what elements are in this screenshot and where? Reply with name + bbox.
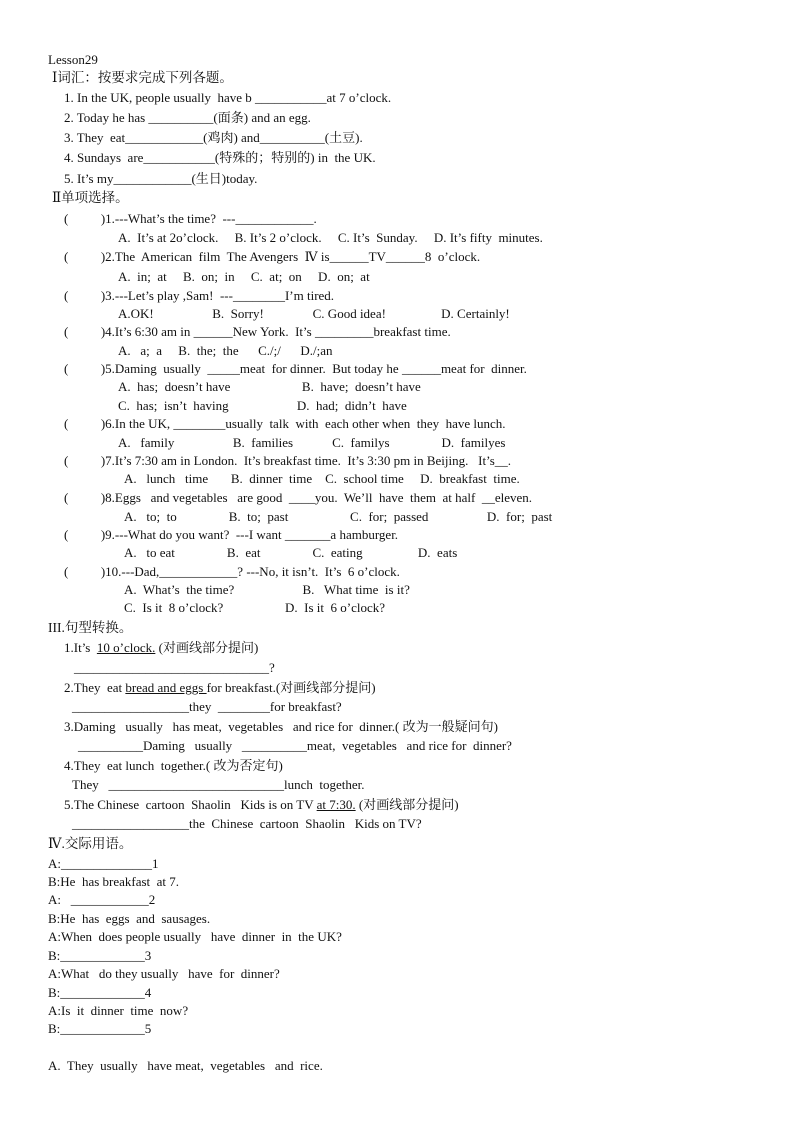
transform-q4-answer-line: They ___________________________lunch together. [72,777,365,792]
transform-q5-answer-line: __________________the Chinese cartoon Shaolin Kids on TV? [72,816,422,831]
transform-q2-lead: 2.They eat [64,680,126,695]
mc-q5: ( )5.Daming usually _____meat for dinner. But today he ______meat for dinner. [64,361,527,376]
vocab-q2: 2. Today he has __________(面条) and an egg. [64,110,311,125]
transform-q1-underlined: 10 o’clock. [96,640,156,655]
mc-q3: ( )3.---Let’s play ,Sam! ---________I’m tired. [64,288,335,303]
transform-q1-answer-line: ______________________________? [74,660,275,675]
transform-q2-answer-line: __________________they ________for breakfast? [72,699,342,714]
mc-q1: ( )1.---What’s the time? ---____________. [64,211,317,226]
transform-q5 [64,797,459,813]
section-3-heading: III.句型转换。 [48,620,133,635]
transform-q3: 3.Daming usually has meat, vegetables and rice for dinner.( 改为一般疑问句) [64,719,498,734]
mc-q4: ( )4.It’s 6:30 am in ______New York. It’s _________breakfast time. [64,324,451,339]
dialogue-line-9: A:Is it dinner time now? [48,1003,189,1018]
mc-q7: ( )7.It’s 7:30 am in London. It’s breakfast time. It’s 3:30 pm in Beijing. It’s__. [64,453,512,468]
mc-q10-options-cd: C. Is it 8 o’clock? D. Is it 6 o’clock? [124,600,386,615]
vocab-q4: 4. Sundays are___________(特殊的；特别的) in the UK. [64,150,376,165]
transform-q2-underlined: bread and eggs [125,680,207,695]
dialogue-line-10: B:_____________5 [48,1021,152,1036]
mc-q5-options-cd: C. has; isn’t having D. had; didn’t have [118,398,407,413]
vocab-q5: 5. It’s my____________(生日)today. [64,171,258,186]
mc-q8: ( )8.Eggs and vegetables are good ____you. We’ll have them at half __eleven. [64,490,533,505]
dialogue-line-8: B:_____________4 [48,985,152,1000]
section-2-heading: Ⅱ单项选择。 [52,190,129,205]
mc-q2-options: A. in; at B. on; in C. at; on D. on; at [118,269,370,284]
transform-q1 [64,640,258,656]
dialogue-line-3: A: ____________2 [48,892,156,907]
mc-q3-options: A.OK! B. Sorry! C. Good idea! D. Certainly! [118,306,510,321]
dialogue-line-2: B:He has breakfast at 7. [48,874,180,889]
dialogue-line-6: B:_____________3 [48,948,152,963]
mc-q7-options: A. lunch time B. dinner time C. school time D. breakfast time. [124,471,520,486]
transform-q2-instruction: for breakfast.(对画线部分提问) [206,680,376,695]
mc-q6: ( )6.In the UK, ________usually talk with each other when they have lunch. [64,416,506,431]
section-1-heading: Ⅰ词汇：按要求完成下列各题。 [52,70,233,85]
dialogue-line-5: A:When does people usually have dinner in the UK? [48,929,342,944]
transform-q5-underlined: at 7:30. [316,797,356,812]
dialogue-option-a: A. They usually have meat, vegetables and rice. [48,1058,323,1073]
vocab-q3: 3. They eat____________(鸡肉) and__________(土豆). [64,130,363,145]
mc-q10: ( )10.---Dad,____________? ---No, it isn’t. It’s 6 o’clock. [64,564,400,579]
vocab-q1: 1. In the UK, people usually have b ___________at 7 o’clock. [64,90,392,105]
mc-q9-options: A. to eat B. eat C. eating D. eats [124,545,458,560]
transform-q1-lead: 1.It’s [64,640,97,655]
mc-q10-options-ab: A. What’s the time? B. What time is it? [124,582,410,597]
dialogue-line-1: A:______________1 [48,856,159,871]
transform-q4: 4.They eat lunch together.( 改为否定句) [64,758,283,773]
transform-q2 [64,680,376,696]
mc-q6-options: A. family B. families C. familys D. familyes [118,435,506,450]
mc-q8-options: A. to; to B. to; past C. for; passed D. for; past [124,509,553,524]
section-4-heading: Ⅳ.交际用语。 [48,836,133,851]
mc-q5-options-ab: A. has; doesn’t have B. have; doesn’t have [118,379,421,394]
dialogue-line-7: A:What do they usually have for dinner? [48,966,280,981]
mc-q2: ( )2.The American film The Avengers Ⅳ is______TV______8 o’clock. [64,249,481,264]
mc-q9: ( )9.---What do you want? ---I want _______a hamburger. [64,527,399,542]
lesson-title: Lesson29 [48,52,98,67]
mc-q4-options: A. a; a B. the; the C./;/ D./;an [118,343,333,358]
transform-q3-answer-line: __________Daming usually __________meat, vegetables and rice for dinner? [78,738,512,753]
mc-q1-options: A. It’s at 2o’clock. B. It’s 2 o’clock. C. It’s Sunday. D. It’s fifty minutes. [118,230,543,245]
transform-q5-instruction: (对画线部分提问) [355,797,459,812]
dialogue-line-4: B:He has eggs and sausages. [48,911,211,926]
transform-q5-lead: 5.The Chinese cartoon Shaolin Kids is on TV [64,797,317,812]
transform-q1-instruction: (对画线部分提问) [155,640,259,655]
